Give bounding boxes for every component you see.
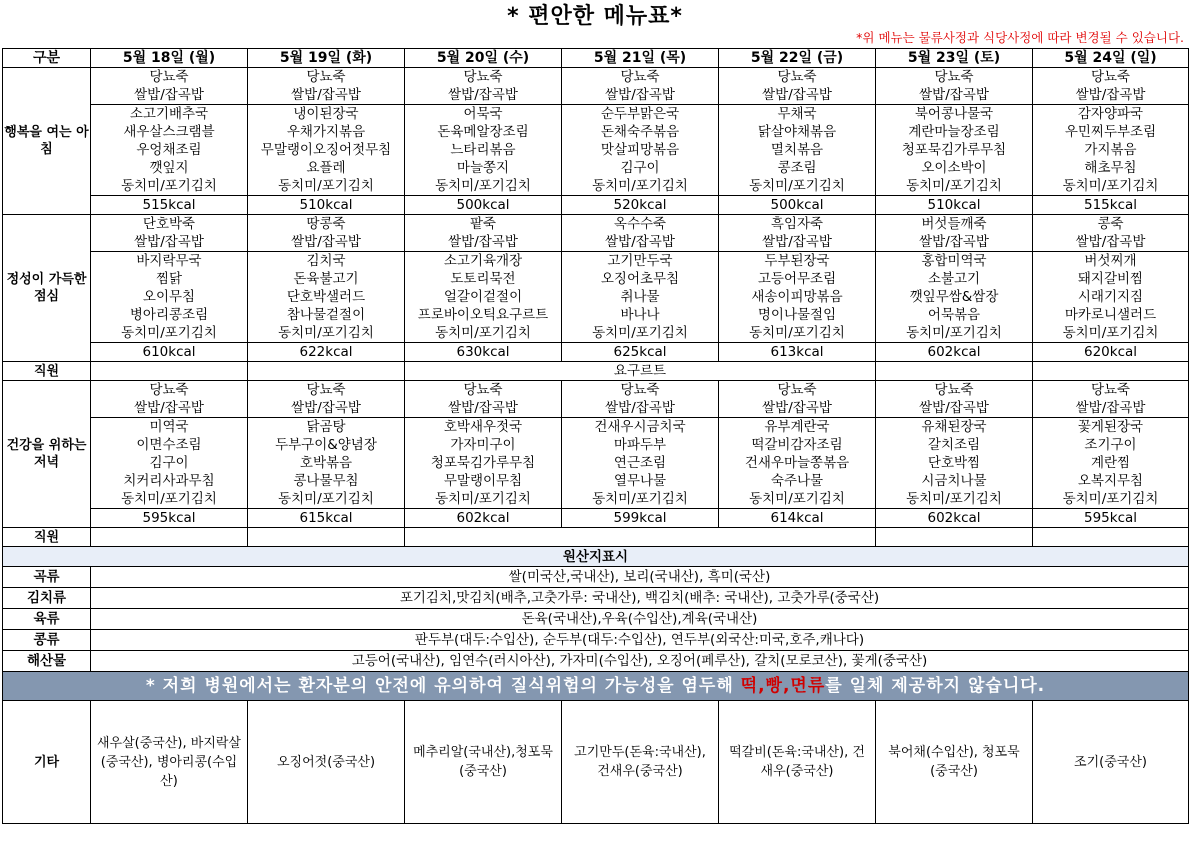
- kcal-value: 500kcal: [719, 196, 876, 215]
- menu-item: 두부된장국: [719, 252, 876, 271]
- staff-label: 직원: [3, 362, 91, 381]
- safety-banner-row: [3, 672, 1189, 701]
- menu-item: 도토리묵전: [405, 270, 562, 288]
- menu-item: 쌀밥/잡곡밥: [248, 399, 405, 418]
- lunch-row: [3, 215, 1189, 234]
- menu-item: 취나물: [562, 288, 719, 306]
- etc-value: 새우살(중국산), 바지락살(중국산), 병아리콩(수입산): [91, 701, 248, 824]
- menu-item: 버섯들깨죽: [876, 215, 1033, 234]
- menu-item: 프로바이오틱요구르트: [405, 306, 562, 324]
- menu-item: 쌀밥/잡곡밥: [91, 399, 248, 418]
- menu-item: 건새우마늘쫑볶음: [719, 454, 876, 472]
- menu-item: 홍합미역국: [876, 252, 1033, 271]
- menu-item: 우엉채조림: [91, 141, 248, 159]
- breakfast-row: [3, 141, 1189, 159]
- menu-item: 당뇨죽: [562, 381, 719, 400]
- kcal-value: 500kcal: [405, 196, 562, 215]
- menu-item: 계란찜: [1033, 454, 1189, 472]
- menu-item: 동치미/포기김치: [562, 324, 719, 343]
- menu-item: 동치미/포기김치: [719, 177, 876, 196]
- menu-item: 쌀밥/잡곡밥: [876, 233, 1033, 252]
- breakfast-row: [3, 105, 1189, 124]
- menu-item: 쌀밥/잡곡밥: [91, 86, 248, 105]
- menu-item: 콩조림: [719, 159, 876, 177]
- menu-item: 고등어무조림: [719, 270, 876, 288]
- menu-item: 쌀밥/잡곡밥: [91, 233, 248, 252]
- menu-item: 당뇨죽: [405, 381, 562, 400]
- menu-item: 돈육불고기: [248, 270, 405, 288]
- menu-item: 동치미/포기김치: [876, 324, 1033, 343]
- menu-item: 동치미/포기김치: [562, 490, 719, 509]
- menu-item: 쌀밥/잡곡밥: [876, 399, 1033, 418]
- menu-item: 쌀밥/잡곡밥: [1033, 86, 1189, 105]
- menu-item: 쌀밥/잡곡밥: [248, 86, 405, 105]
- menu-item: 청포묵김가루무침: [876, 141, 1033, 159]
- menu-item: 동치미/포기김치: [91, 177, 248, 196]
- menu-item: 요플레: [248, 159, 405, 177]
- menu-item: 얼갈이겉절이: [405, 288, 562, 306]
- menu-item: 쌀밥/잡곡밥: [719, 86, 876, 105]
- menu-item: 옥수수죽: [562, 215, 719, 234]
- menu-item: 가지볶음: [1033, 141, 1189, 159]
- lunch-row: [3, 233, 1189, 252]
- menu-item: 김구이: [562, 159, 719, 177]
- menu-item: 쌀밥/잡곡밥: [405, 86, 562, 105]
- menu-item: 찜닭: [91, 270, 248, 288]
- origin-label: 김치류: [3, 588, 91, 609]
- menu-item: 어묵볶음: [876, 306, 1033, 324]
- staff-empty: [876, 528, 1033, 547]
- origin-label: 해산물: [3, 651, 91, 672]
- menu-item: 쌀밥/잡곡밥: [719, 399, 876, 418]
- day-header: 5월 21일 (목): [562, 49, 719, 68]
- menu-item: 오징어초무침: [562, 270, 719, 288]
- kcal-value: 602kcal: [876, 509, 1033, 528]
- menu-item: 호박새우젓국: [405, 418, 562, 437]
- menu-item: 가자미구이: [405, 436, 562, 454]
- menu-item: 당뇨죽: [405, 68, 562, 87]
- menu-item: 무말랭이무침: [405, 472, 562, 490]
- breakfast-row: [3, 68, 1189, 87]
- etc-value: 조기(중국산): [1033, 701, 1189, 824]
- menu-item: 콩나물무침: [248, 472, 405, 490]
- menu-item: 김치국: [248, 252, 405, 271]
- menu-item: 오복지무침: [1033, 472, 1189, 490]
- menu-item: 동치미/포기김치: [1033, 324, 1189, 343]
- menu-item: 우민찌두부조림: [1033, 123, 1189, 141]
- banner-text: * 저희 병원에서는 환자분의 안전에 유의하여 질식위험의 가능성을 염두해: [145, 676, 741, 696]
- origin-row: [3, 651, 1189, 672]
- menu-item: 단호박찜: [876, 454, 1033, 472]
- menu-item: 쌀밥/잡곡밥: [562, 399, 719, 418]
- lunch-row: [3, 288, 1189, 306]
- menu-item: 쌀밥/잡곡밥: [562, 86, 719, 105]
- menu-item: 쌀밥/잡곡밥: [405, 399, 562, 418]
- day-header: 5월 23일 (토): [876, 49, 1033, 68]
- breakfast-row: [3, 159, 1189, 177]
- menu-item: 돼지갈비찜: [1033, 270, 1189, 288]
- menu-item: 건새우시금치국: [562, 418, 719, 437]
- menu-item: 우채가지볶음: [248, 123, 405, 141]
- origin-value: 판두부(대두:수입산), 순두부(대두:수입산), 연두부(외국산:미국,호주,캐나다): [91, 630, 1189, 651]
- dinner-row: [3, 454, 1189, 472]
- menu-item: 동치미/포기김치: [405, 324, 562, 343]
- menu-item: 쌀밥/잡곡밥: [1033, 399, 1189, 418]
- lunch-row: [3, 270, 1189, 288]
- lunch-label: 정성이 가득한 점심: [3, 215, 91, 362]
- staff-empty: [1033, 528, 1189, 547]
- menu-item: 당뇨죽: [876, 381, 1033, 400]
- etc-value: 오징어젓(중국산): [248, 701, 405, 824]
- kcal-value: 520kcal: [562, 196, 719, 215]
- menu-item: 숙주나물: [719, 472, 876, 490]
- breakfast-row: [3, 86, 1189, 105]
- menu-item: 닭살야채볶음: [719, 123, 876, 141]
- dinner-kcal-row: [3, 509, 1189, 528]
- change-notice: *위 메뉴는 물류사정과 식당사정에 따라 변경될 수 있습니다.: [856, 30, 1184, 45]
- staff-empty: [248, 528, 405, 547]
- staff-empty: [248, 362, 405, 381]
- menu-table: [2, 48, 1189, 824]
- staff-value: 요구르트: [405, 362, 876, 381]
- menu-item: 시금치나물: [876, 472, 1033, 490]
- menu-item: 버섯찌개: [1033, 252, 1189, 271]
- staff-empty: [91, 528, 248, 547]
- menu-item: 당뇨죽: [1033, 381, 1189, 400]
- menu-item: 마파두부: [562, 436, 719, 454]
- staff-label: 직원: [3, 528, 91, 547]
- origin-row: [3, 609, 1189, 630]
- lunch-row: [3, 306, 1189, 324]
- menu-item: 쌀밥/잡곡밥: [405, 233, 562, 252]
- dinner-row: [3, 399, 1189, 418]
- lunch-row: [3, 252, 1189, 271]
- dinner-row: [3, 436, 1189, 454]
- kcal-value: 615kcal: [248, 509, 405, 528]
- menu-item: 동치미/포기김치: [1033, 177, 1189, 196]
- menu-item: 치커리사과무침: [91, 472, 248, 490]
- kcal-value: 515kcal: [1033, 196, 1189, 215]
- origin-value: 고등어(국내산), 임연수(러시아산), 가자미(수입산), 오징어(페루산), 갈치(모로코산), 꽃게(중국산): [91, 651, 1189, 672]
- dinner-row: [3, 418, 1189, 437]
- menu-item: 쌀밥/잡곡밥: [562, 233, 719, 252]
- staff-empty: [91, 362, 248, 381]
- origin-label: 곡류: [3, 567, 91, 588]
- menu-item: 동치미/포기김치: [248, 177, 405, 196]
- menu-item: 동치미/포기김치: [248, 490, 405, 509]
- day-header: 5월 24일 (일): [1033, 49, 1189, 68]
- origin-value: 쌀(미국산,국내산), 보리(국내산), 흑미(국산): [91, 567, 1189, 588]
- staff-row: [3, 362, 1189, 381]
- menu-item: 오이소박이: [876, 159, 1033, 177]
- menu-item: 당뇨죽: [248, 381, 405, 400]
- menu-item: 오이무침: [91, 288, 248, 306]
- menu-item: 참나물겉절이: [248, 306, 405, 324]
- etc-value: 떡갈비(돈육:국내산), 건새우(중국산): [719, 701, 876, 824]
- menu-item: 당뇨죽: [248, 68, 405, 87]
- menu-item: 당뇨죽: [1033, 68, 1189, 87]
- menu-item: 동치미/포기김치: [562, 177, 719, 196]
- lunch-kcal-row: [3, 343, 1189, 362]
- menu-item: 깻잎무쌈&쌈장: [876, 288, 1033, 306]
- menu-item: 멸치볶음: [719, 141, 876, 159]
- staff-row: [3, 528, 1189, 547]
- menu-item: 흑임자죽: [719, 215, 876, 234]
- breakfast-row: [3, 123, 1189, 141]
- breakfast-row: [3, 177, 1189, 196]
- origin-title: 원산지표시: [3, 547, 1189, 567]
- menu-item: 동치미/포기김치: [1033, 490, 1189, 509]
- origin-row: [3, 588, 1189, 609]
- kcal-value: 602kcal: [405, 509, 562, 528]
- menu-item: 콩죽: [1033, 215, 1189, 234]
- etc-value: 북어채(수입산), 청포묵(중국산): [876, 701, 1033, 824]
- menu-item: 깻잎지: [91, 159, 248, 177]
- day-header: 5월 22일 (금): [719, 49, 876, 68]
- menu-item: 청포묵김가루무침: [405, 454, 562, 472]
- menu-item: 연근조림: [562, 454, 719, 472]
- menu-item: 소불고기: [876, 270, 1033, 288]
- kcal-value: 599kcal: [562, 509, 719, 528]
- menu-item: 동치미/포기김치: [248, 324, 405, 343]
- menu-item: 무말랭이오징어젓무침: [248, 141, 405, 159]
- menu-item: 어묵국: [405, 105, 562, 124]
- etc-value: 고기만두(돈육:국내산), 건새우(중국산): [562, 701, 719, 824]
- menu-item: 단호박샐러드: [248, 288, 405, 306]
- kcal-value: 613kcal: [719, 343, 876, 362]
- breakfast-label: 행복을 여는 아침: [3, 68, 91, 215]
- origin-value: 포기김치,맛김치(배추,고춧가루: 국내산), 백김치(배추: 국내산), 고춧가루(중국산): [91, 588, 1189, 609]
- kcal-value: 595kcal: [91, 509, 248, 528]
- menu-item: 동치미/포기김치: [91, 490, 248, 509]
- menu-item: 북어콩나물국: [876, 105, 1033, 124]
- day-header: 5월 18일 (월): [91, 49, 248, 68]
- kcal-value: 630kcal: [405, 343, 562, 362]
- origin-label: 콩류: [3, 630, 91, 651]
- menu-item: 단호박죽: [91, 215, 248, 234]
- menu-item: 유채된장국: [876, 418, 1033, 437]
- menu-item: 무채국: [719, 105, 876, 124]
- menu-item: 해초무침: [1033, 159, 1189, 177]
- menu-item: 쌀밥/잡곡밥: [248, 233, 405, 252]
- menu-item: 마카로니샐러드: [1033, 306, 1189, 324]
- menu-item: 유부계란국: [719, 418, 876, 437]
- menu-item: 호박볶음: [248, 454, 405, 472]
- menu-item: 계란마늘장조림: [876, 123, 1033, 141]
- etc-value: 메추리알(국내산),청포묵(중국산): [405, 701, 562, 824]
- banner-text-end: 를 일체 제공하지 않습니다.: [825, 676, 1046, 696]
- menu-item: 떡갈비감자조림: [719, 436, 876, 454]
- menu-item: 바지락무국: [91, 252, 248, 271]
- menu-item: 동치미/포기김치: [876, 177, 1033, 196]
- kcal-value: 620kcal: [1033, 343, 1189, 362]
- etc-row: [3, 701, 1189, 824]
- menu-item: 새우살스크램블: [91, 123, 248, 141]
- menu-item: 동치미/포기김치: [405, 490, 562, 509]
- menu-item: 미역국: [91, 418, 248, 437]
- page-title: * 편안한 메뉴표*: [507, 4, 683, 29]
- menu-item: 감자양파국: [1033, 105, 1189, 124]
- kcal-value: 614kcal: [719, 509, 876, 528]
- staff-value: [405, 528, 876, 547]
- day-header: 5월 19일 (화): [248, 49, 405, 68]
- menu-item: 당뇨죽: [876, 68, 1033, 87]
- menu-item: 냉이된장국: [248, 105, 405, 124]
- menu-item: 두부구이&양념장: [248, 436, 405, 454]
- menu-item: 바나나: [562, 306, 719, 324]
- menu-item: 꽃게된장국: [1033, 418, 1189, 437]
- menu-item: 이면수조림: [91, 436, 248, 454]
- menu-item: 조기구이: [1033, 436, 1189, 454]
- origin-row: [3, 630, 1189, 651]
- menu-item: 당뇨죽: [562, 68, 719, 87]
- safety-banner: [3, 672, 1189, 701]
- menu-item: 소고기배추국: [91, 105, 248, 124]
- menu-item: 맛살피망볶음: [562, 141, 719, 159]
- menu-item: 동치미/포기김치: [405, 177, 562, 196]
- menu-item: 병아리콩조림: [91, 306, 248, 324]
- menu-item: 쌀밥/잡곡밥: [876, 86, 1033, 105]
- kcal-value: 622kcal: [248, 343, 405, 362]
- origin-header-row: [3, 547, 1189, 567]
- kcal-value: 602kcal: [876, 343, 1033, 362]
- menu-item: 소고기육개장: [405, 252, 562, 271]
- menu-item: 동치미/포기김치: [876, 490, 1033, 509]
- menu-item: 김구이: [91, 454, 248, 472]
- menu-item: 동치미/포기김치: [91, 324, 248, 343]
- menu-item: 닭곰탕: [248, 418, 405, 437]
- menu-item: 당뇨죽: [91, 68, 248, 87]
- menu-item: 열무나물: [562, 472, 719, 490]
- kcal-value: 515kcal: [91, 196, 248, 215]
- origin-label: 육류: [3, 609, 91, 630]
- staff-empty: [1033, 362, 1189, 381]
- menu-item: 순두부맑은국: [562, 105, 719, 124]
- breakfast-kcal-row: [3, 196, 1189, 215]
- menu-item: 고기만두국: [562, 252, 719, 271]
- menu-item: 마늘쫑지: [405, 159, 562, 177]
- kcal-value: 625kcal: [562, 343, 719, 362]
- kcal-value: 595kcal: [1033, 509, 1189, 528]
- menu-item: 동치미/포기김치: [719, 490, 876, 509]
- menu-item: 땅콩죽: [248, 215, 405, 234]
- menu-item: 돈채숙주볶음: [562, 123, 719, 141]
- origin-row: [3, 567, 1189, 588]
- menu-item: 돈육메알장조림: [405, 123, 562, 141]
- menu-item: 새송이피망볶음: [719, 288, 876, 306]
- kcal-value: 510kcal: [248, 196, 405, 215]
- menu-item: 쌀밥/잡곡밥: [719, 233, 876, 252]
- menu-item: 갈치조림: [876, 436, 1033, 454]
- origin-value: 돈육(국내산),우육(수입산),계육(국내산): [91, 609, 1189, 630]
- menu-item: 느타리볶음: [405, 141, 562, 159]
- menu-item: 당뇨죽: [719, 381, 876, 400]
- menu-item: 명이나물절임: [719, 306, 876, 324]
- banner-highlight: 떡,빵,면류: [740, 676, 826, 696]
- kcal-value: 510kcal: [876, 196, 1033, 215]
- etc-label: 기타: [3, 701, 91, 824]
- menu-item: 당뇨죽: [719, 68, 876, 87]
- staff-empty: [876, 362, 1033, 381]
- dinner-row: [3, 381, 1189, 400]
- day-header: 5월 20일 (수): [405, 49, 562, 68]
- dinner-row: [3, 490, 1189, 509]
- header-row: [3, 49, 1189, 68]
- menu-item: 동치미/포기김치: [719, 324, 876, 343]
- kcal-value: 610kcal: [91, 343, 248, 362]
- menu-item: 시래기지짐: [1033, 288, 1189, 306]
- category-header: 구분: [3, 49, 91, 68]
- menu-item: 팥죽: [405, 215, 562, 234]
- menu-item: 쌀밥/잡곡밥: [1033, 233, 1189, 252]
- lunch-row: [3, 324, 1189, 343]
- menu-item: 당뇨죽: [91, 381, 248, 400]
- dinner-label: 건강을 위하는 저녁: [3, 381, 91, 528]
- dinner-row: [3, 472, 1189, 490]
